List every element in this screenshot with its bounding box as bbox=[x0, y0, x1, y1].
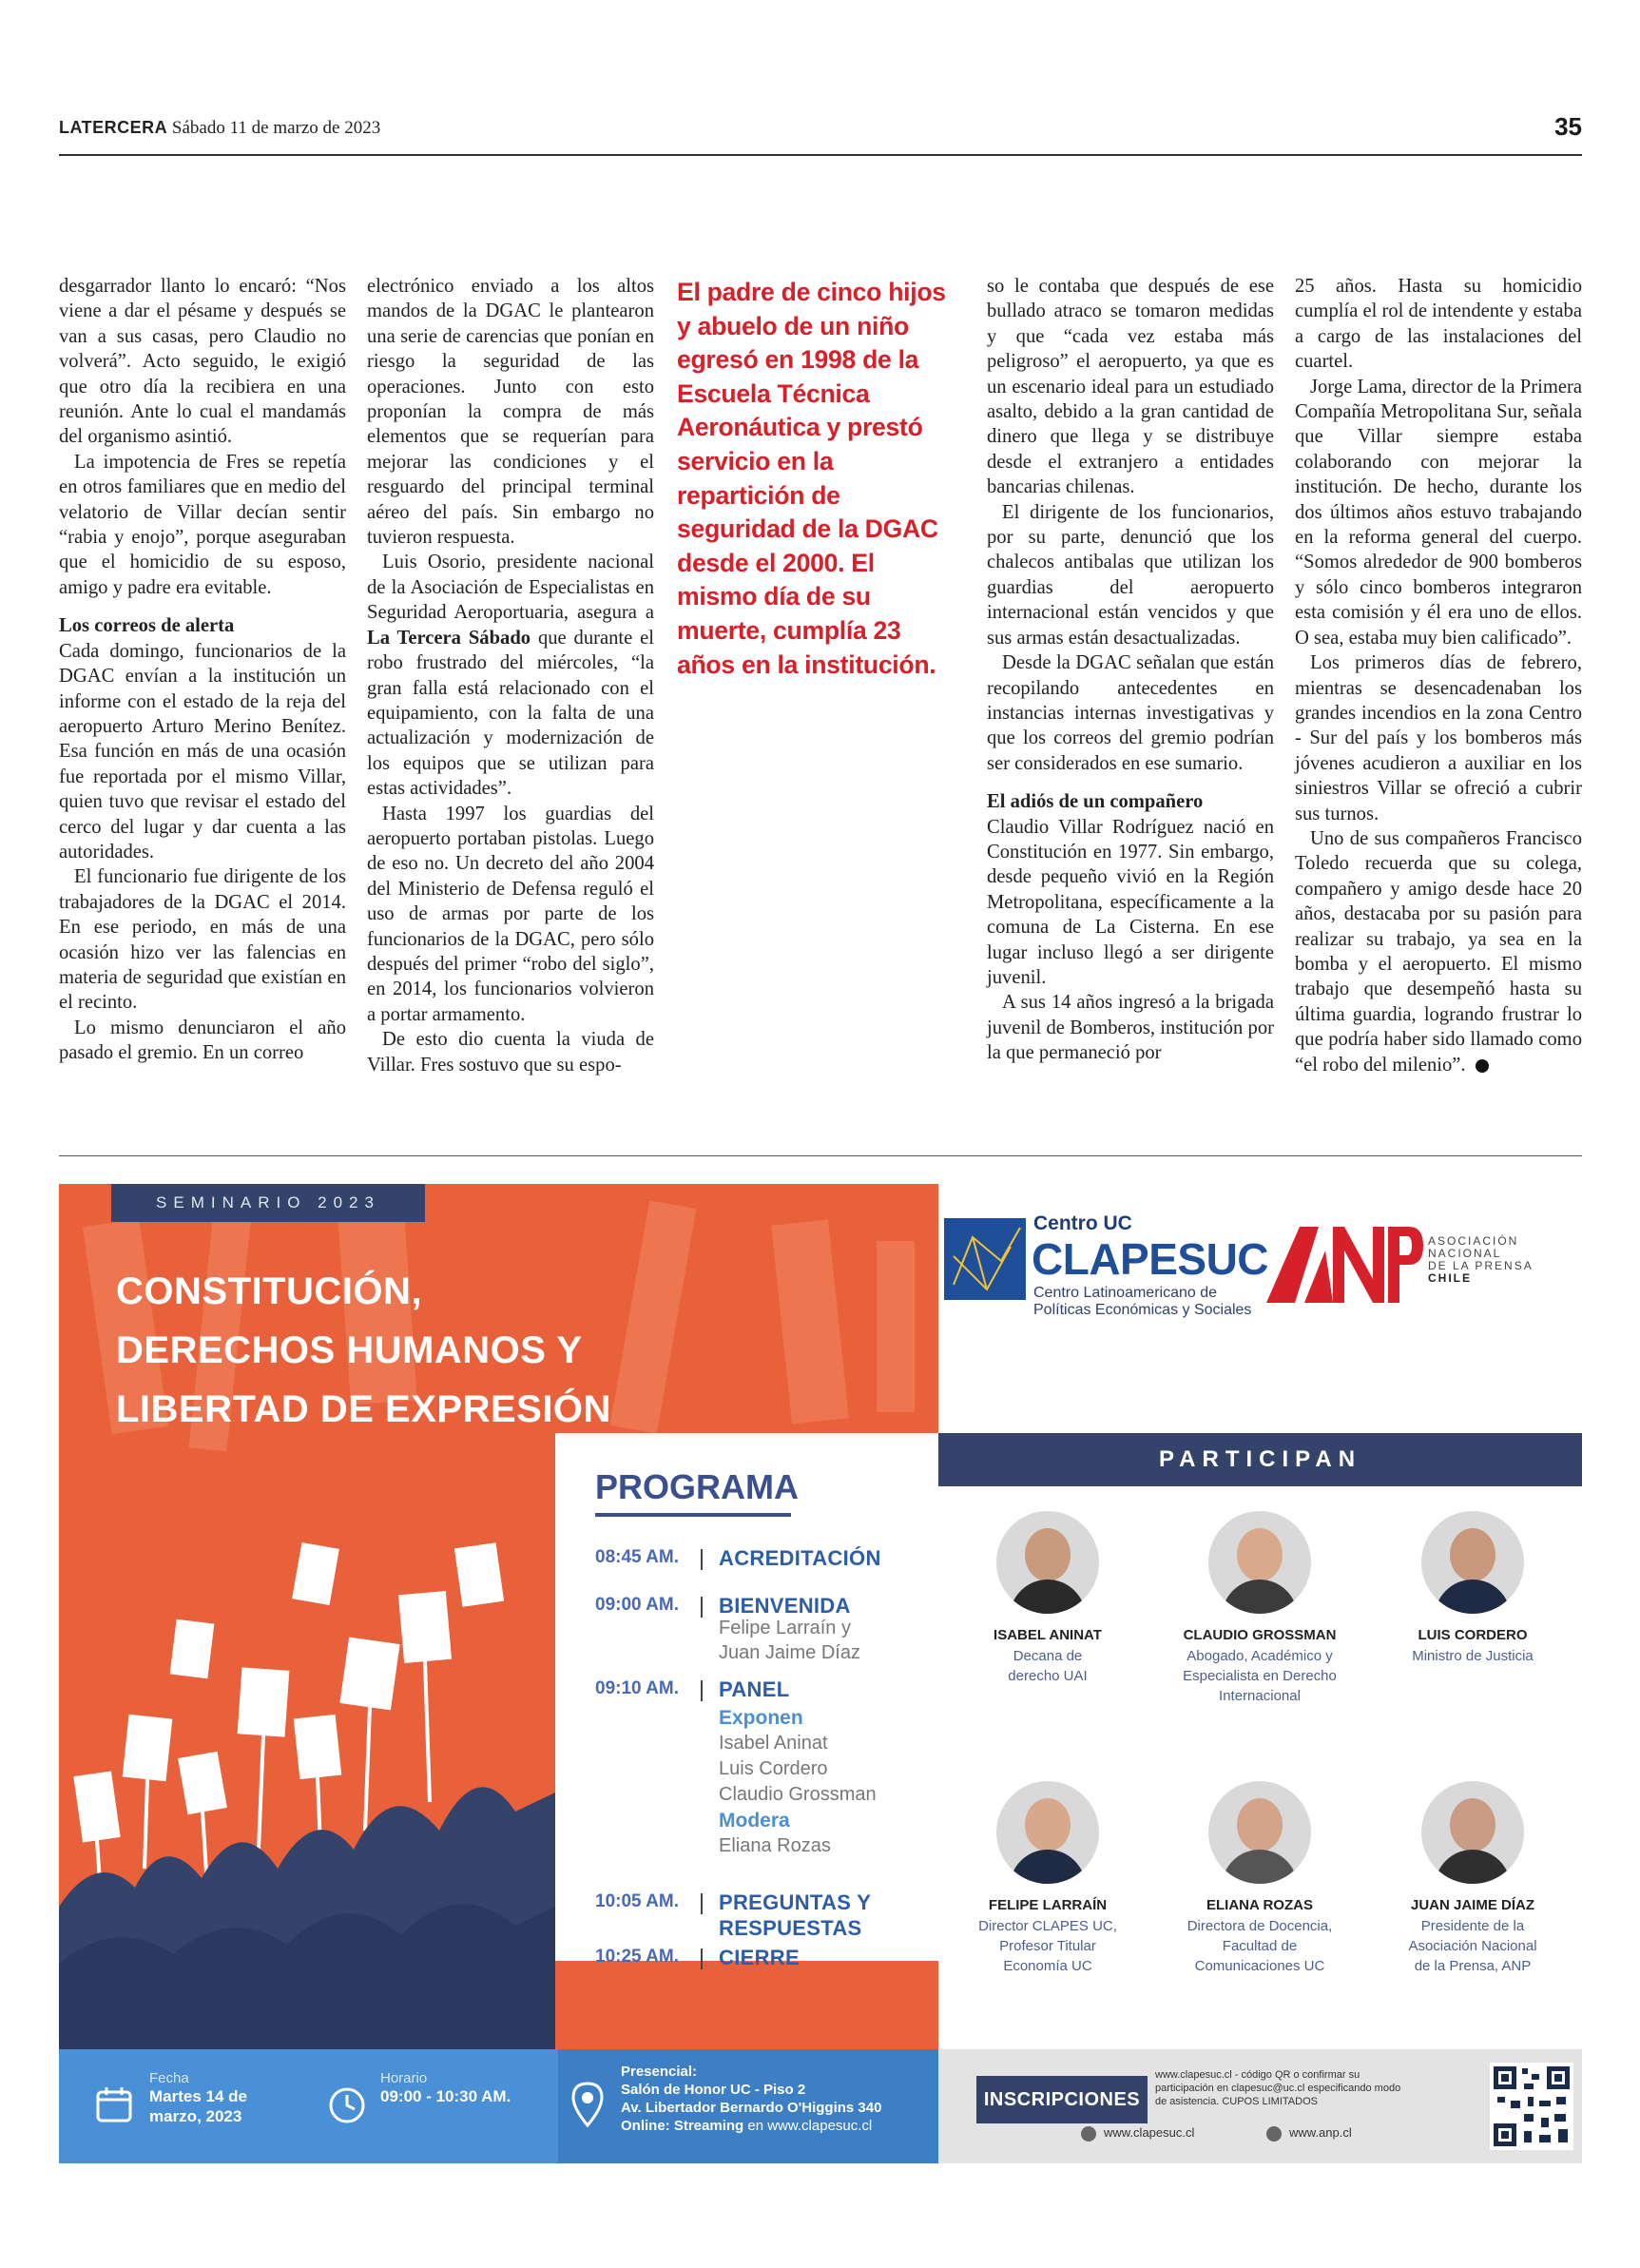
program-speaker: Felipe Larraín y bbox=[719, 1618, 851, 1638]
subheading-correos: Los correos de alerta bbox=[59, 615, 235, 637]
article-paragraph: El dirigente de los funcionarios, por su parte, denunció que los chalecos antibalas que utilizan los guardias del aeropuerto internacional están vencidos y que sus armas están desactualizadas. bbox=[987, 501, 1274, 649]
pull-quote: El padre de cinco hijos y abuelo de un niño egresó en 1998 de la Escuela Técnica Aeronáutica y prestó servicio en la repartición de seguridad de la DGAC desde el 2000. El mismo día de su muerte, cumplía 23 años en la institución. bbox=[677, 278, 946, 679]
seminar-title-line: LIBERTAD DE EXPRESIÓN bbox=[116, 1388, 611, 1430]
time-value: 09:00 - 10:30 AM. bbox=[380, 2087, 511, 2105]
registration-info: www.clapesuc.cl - código QR o confirmar su participación en clapesuc@uc.cl especificando modo de asistencia. CUPOS LIMITADOS bbox=[1155, 2069, 1401, 2107]
avatar bbox=[996, 1511, 1099, 1614]
seminar-title-line: CONSTITUCIÓN, bbox=[116, 1270, 423, 1312]
participant-name: LUIS CORDERO bbox=[1418, 1627, 1528, 1643]
location-panel bbox=[558, 2049, 938, 2163]
participants-heading: PARTICIPAN bbox=[938, 1433, 1582, 1486]
participant-name: JUAN JAIME DÍAZ bbox=[1410, 1897, 1534, 1913]
anp-description bbox=[1428, 1235, 1534, 1285]
article-column-2 bbox=[367, 274, 654, 1077]
page-number: 35 bbox=[1554, 112, 1582, 141]
seminar-badge: SEMINARIO 2023 bbox=[111, 1184, 425, 1222]
avatar bbox=[1208, 1781, 1311, 1884]
program-time: 08:45 AM. bbox=[595, 1547, 679, 1567]
article-paragraph: so le contaba que después de ese bullado atraco se tomaron medidas y que “cada vez estaba más peligroso” el aeropuerto, ya que es un escenario ideal para un estudiado asalto, debido a la gran cantidad de dinero que llega y se distribuye desde el extranjero a entidades bancarias chilenas. bbox=[987, 276, 1274, 498]
seminar-title bbox=[116, 1262, 839, 1439]
participant-name: FELIPE LARRAÍN bbox=[988, 1897, 1108, 1913]
program-separator bbox=[701, 1549, 703, 1570]
website-anp bbox=[1266, 2125, 1352, 2142]
participant-card bbox=[1368, 1781, 1577, 1976]
article-column-1 bbox=[59, 274, 346, 1066]
clapes-logo-icon bbox=[944, 1218, 1030, 1304]
seminar-advertisement bbox=[59, 1184, 1582, 2163]
program-time: 09:00 AM. bbox=[595, 1595, 679, 1615]
participant-role: Directora de Docencia, bbox=[1187, 1918, 1333, 1934]
date-label: Fecha bbox=[149, 2070, 189, 2086]
participant-role: Internacional bbox=[1219, 1688, 1301, 1704]
participant-role: Comunicaciones UC bbox=[1194, 1958, 1325, 1974]
program-separator bbox=[701, 1948, 703, 1969]
program-modera-label: Modera bbox=[719, 1810, 790, 1832]
program-separator bbox=[701, 1680, 703, 1701]
article-paragraph bbox=[1295, 826, 1582, 1077]
website-clapes bbox=[1081, 2125, 1194, 2142]
avatar bbox=[1421, 1511, 1524, 1614]
time-label: Horario bbox=[380, 2070, 428, 2086]
clock-icon bbox=[327, 2085, 367, 2125]
participant-card bbox=[1368, 1511, 1577, 1666]
seminar-title-line: DERECHOS HUMANOS Y bbox=[116, 1329, 583, 1371]
program-box bbox=[555, 1433, 981, 1969]
clapes-subtitle: Políticas Económicas y Sociales bbox=[1033, 1302, 1252, 1318]
article-paragraph: electrónico enviado a los altos mandos de la DGAC le plantearon una serie de carencias que ponían en riesgo la seguridad de las operaciones. Junto con esto proponían la compra de más elementos que se requerían para mejorar las condiciones y el resguardo del principal terminal aéreo del país. Sin embargo no tuvieron respuesta. bbox=[367, 276, 654, 549]
article-text: Luis Osorio, presidente nacional de la Asociación de Especialistas en Seguridad Aeroportuaria, asegura a bbox=[367, 552, 654, 624]
avatar bbox=[1421, 1781, 1524, 1884]
header-date: Sábado 11 de marzo de 2023 bbox=[171, 118, 381, 138]
program-speaker: Luis Cordero bbox=[719, 1758, 828, 1779]
end-mark-icon bbox=[1476, 1059, 1489, 1073]
program-label: CIERRE bbox=[719, 1946, 800, 1969]
newspaper-brand: LATERCERA bbox=[59, 118, 168, 137]
program-speaker: Isabel Aninat bbox=[719, 1733, 828, 1754]
article-paragraph: De esto dio cuenta la viuda de Villar. Fres sostuvo que su espo- bbox=[367, 1029, 654, 1076]
program-title: PROGRAMA bbox=[595, 1467, 799, 1506]
participant-role: Especialista en Derecho bbox=[1183, 1668, 1337, 1684]
article-paragraph: Los primeros días de febrero, mientras se desencadenaban los grandes incendios en la zona Centro - Sur del país y los bomberos más jóvenes acudieron a auxiliar en los siniestros Villar se ofreció a cubrir sus turnos. bbox=[1295, 652, 1582, 824]
program-label: BIENVENIDA bbox=[719, 1594, 851, 1618]
article-paragraph: Lo mismo denunciaron el año pasado el gremio. En un correo bbox=[59, 1017, 346, 1064]
time-block bbox=[380, 2070, 511, 2106]
program-separator bbox=[701, 1893, 703, 1914]
article-text: Uno de sus compañeros Francisco Toledo recuerda que su colega, compañero y amigo desde hace 20 años, destacaba por su pasión para realizar su trabajo, ya sea en la bomba y el aeropuerto. El mismo trabajo que desempeñó hasta su última guardia, logrando frustrar lo que podría haber sido llamado como “el robo del milenio”. bbox=[1295, 827, 1582, 1076]
participant-card bbox=[943, 1781, 1152, 1976]
program-speaker: Juan Jaime Díaz bbox=[719, 1642, 860, 1663]
globe-icon bbox=[1081, 2126, 1096, 2142]
online-value: en www.clapesuc.cl bbox=[747, 2118, 873, 2134]
program-time: 09:10 AM. bbox=[595, 1678, 679, 1698]
anp-line: DE LA PRENSA bbox=[1428, 1259, 1534, 1272]
centro-uc-label: Centro UC bbox=[1033, 1212, 1132, 1234]
section-divider bbox=[59, 1155, 1582, 1156]
article-paragraph: desgarrador llanto lo encaró: “Nos viene a dar el pésame y después se van a sus casas, pero Claudio no volverá”. Acto seguido, le exigió que otro día la recibiera en una reunión. Ante lo cual el mandamás del organismo asintió. bbox=[59, 276, 346, 448]
avatar bbox=[996, 1781, 1099, 1884]
article-paragraph bbox=[367, 550, 654, 801]
program-label: PANEL bbox=[719, 1677, 790, 1701]
participant-role: de la Prensa, ANP bbox=[1414, 1958, 1532, 1974]
date-block bbox=[149, 2070, 273, 2126]
article-paragraph: Jorge Lama, director de la Primera Compañía Metropolitana Sur, señala que Villar siempre estaba colaborando con mejorar la institución. De hecho, durante los dos últimos años estuvo trabajando en la reforma general del cuerpo. “Somos alrededor de 900 bomberos y sólo cinco bomberos integraron esta comisión y él era uno de ellos. O sea, estaba muy bien calificado”. bbox=[1295, 376, 1582, 649]
program-label: RESPUESTAS bbox=[719, 1916, 862, 1940]
participant-name: ELIANA ROZAS bbox=[1206, 1897, 1313, 1913]
participant-role: Economía UC bbox=[1003, 1958, 1092, 1974]
presencial-place: Salón de Honor UC - Piso 2 bbox=[621, 2082, 806, 2098]
registration-bar bbox=[938, 2049, 1582, 2163]
event-details-bar bbox=[59, 2049, 938, 2163]
participant-role: Profesor Titular bbox=[999, 1938, 1096, 1954]
anp-text: ANP bbox=[1352, 1222, 1355, 1223]
location-pin-icon bbox=[571, 2082, 604, 2127]
participants-panel bbox=[938, 1433, 1582, 2049]
article-column-4 bbox=[987, 274, 1274, 1066]
program-label: ACREDITACIÓN bbox=[719, 1546, 881, 1570]
program-exponen-label: Exponen bbox=[719, 1707, 803, 1729]
globe-icon bbox=[1266, 2126, 1282, 2142]
presencial-label: Presencial: bbox=[621, 2064, 698, 2080]
date-value: Martes 14 de marzo, 2023 bbox=[149, 2087, 247, 2125]
participant-card bbox=[943, 1511, 1152, 1686]
program-speaker: Eliana Rozas bbox=[719, 1835, 831, 1856]
anp-line: ASOCIACIÓN bbox=[1428, 1234, 1519, 1248]
participant-role: derecho UAI bbox=[1008, 1668, 1088, 1684]
sponsor-logos bbox=[938, 1184, 1582, 1365]
participant-role: Asociación Nacional bbox=[1408, 1938, 1537, 1954]
article-paragraph: El funcionario fue dirigente de los trabajadores de la DGAC el 2014. En ese periodo, en más de una ocasión hizo ver las falencias en materia de seguridad que existían en el recinto. bbox=[59, 866, 346, 1014]
participant-card bbox=[1155, 1511, 1364, 1706]
location-details bbox=[621, 2063, 881, 2135]
program-time: 10:05 AM. bbox=[595, 1891, 679, 1911]
online-label: Online: Streaming bbox=[621, 2118, 744, 2134]
presencial-address: Av. Libertador Bernardo O'Higgins 340 bbox=[621, 2100, 882, 2116]
participant-role: Director CLAPES UC, bbox=[978, 1918, 1117, 1934]
website-text: www.clapesuc.cl bbox=[1104, 2125, 1195, 2140]
participant-name: CLAUDIO GROSSMAN bbox=[1183, 1627, 1337, 1643]
program-title-underline bbox=[595, 1513, 791, 1517]
subheading-adios: El adiós de un compañero bbox=[987, 791, 1204, 813]
qr-code-icon bbox=[1490, 2063, 1573, 2150]
program-separator bbox=[701, 1597, 703, 1618]
article-paragraph: Hasta 1997 los guardias del aeropuerto portaban pistolas. Luego de eso no. Un decreto del año 2004 del Ministerio de Defensa reguló el uso de armas por parte de los funcionarios de la DGAC, pero sólo después del primer “robo del siglo”, en 2014, los funcionarios volvieron a portar armamento. bbox=[367, 803, 654, 1025]
article-paragraph: Claudio Villar Rodríguez nació en Constitución en 1977. Sin embargo, desde pequeño vivió en la Región Metropolitana, específicamente a la comuna de La Cisterna. En ese lugar incluso llegó a ser dirigente juvenil. bbox=[987, 816, 1274, 988]
participant-role: Abogado, Académico y bbox=[1187, 1648, 1333, 1664]
avatar bbox=[1208, 1511, 1311, 1614]
article-text: que durante el robo frustrado del miércoles, “la gran falla está relacionado con el equipamiento, con la falta de una actualización y modernización de los equipos que se utilizan para estas actividades”. bbox=[367, 627, 654, 800]
program-time: 10:25 AM. bbox=[595, 1947, 679, 1967]
calendar-icon bbox=[95, 2085, 133, 2123]
participant-role: Facultad de bbox=[1222, 1938, 1298, 1954]
participant-role: Decana de bbox=[1013, 1648, 1083, 1664]
clapes-logo-text: CLAPESUC bbox=[1032, 1234, 1269, 1284]
participant-name: ISABEL ANINAT bbox=[994, 1627, 1102, 1643]
anp-line: NACIONAL bbox=[1428, 1247, 1502, 1260]
participant-card bbox=[1155, 1781, 1364, 1976]
article-paragraph: La impotencia de Fres se repetía en otros familiares que en medio del velatorio de Villar decían sentir “rabia y enojo”, porque aseguraban que el homicidio de su esposo, amigo y padre era evitable. bbox=[59, 451, 346, 598]
article-paragraph: Desde la DGAC señalan que están recopilando antecedentes en instancias internas investigativas y que los correos del gremio podrían ser considerados en ese sumario. bbox=[987, 652, 1274, 774]
page-header bbox=[59, 112, 1582, 150]
newspaper-name: La Tercera Sábado bbox=[367, 627, 531, 649]
program-speaker: Claudio Grossman bbox=[719, 1784, 877, 1805]
article-column-5 bbox=[1295, 274, 1582, 1077]
anp-line: CHILE bbox=[1428, 1271, 1472, 1285]
clapes-subtitle: Centro Latinoamericano de bbox=[1033, 1285, 1218, 1301]
participant-role: Presidente de la bbox=[1420, 1918, 1525, 1934]
article-paragraph: 25 años. Hasta su homicidio cumplía el rol de intendente y estaba a cargo de las instalaciones del cuartel. bbox=[1295, 276, 1582, 373]
article-paragraph: Cada domingo, funcionarios de la DGAC envían a la institución un informe con el estado de la reja del aeropuerto Arturo Merino Benítez. Esa función en más de una ocasión fue reportada por el mismo Villar, quien tuvo que revisar el estado del cerco del lugar y dar cuenta a las autoridades. bbox=[59, 640, 346, 863]
registration-label: INSCRIPCIONES bbox=[976, 2076, 1148, 2123]
online-line bbox=[621, 2117, 881, 2135]
header-rule bbox=[59, 154, 1582, 156]
website-text: www.anp.cl bbox=[1289, 2125, 1352, 2140]
anp-logo-icon bbox=[1266, 1222, 1423, 1308]
participant-role: Ministro de Justicia bbox=[1412, 1648, 1534, 1664]
header-brand-date bbox=[59, 118, 380, 139]
article-paragraph: A sus 14 años ingresó a la brigada juvenil de Bomberos, institución por la que permaneció por bbox=[987, 992, 1274, 1064]
program-label: PREGUNTAS Y bbox=[719, 1890, 872, 1914]
